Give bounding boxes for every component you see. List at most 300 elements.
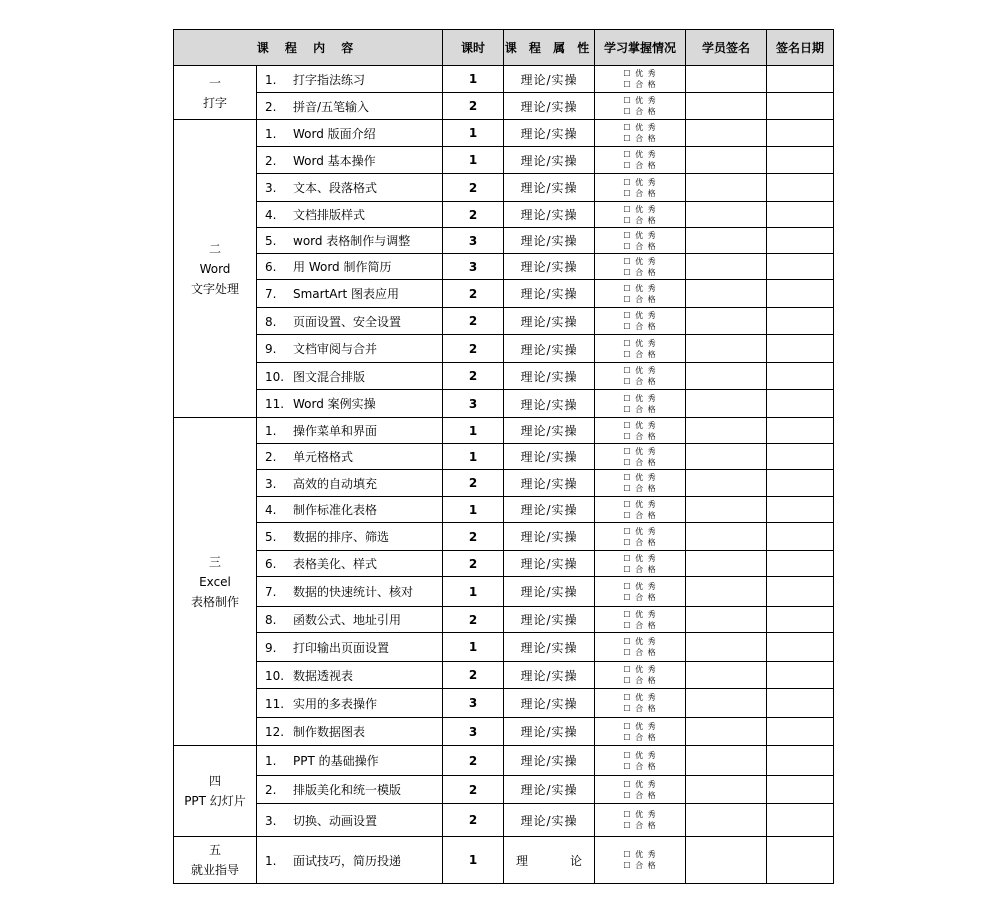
- checkbox-pass[interactable]: ☐ 合 格: [623, 294, 657, 304]
- section-name-line: 表格制作: [190, 594, 239, 609]
- signature-cell[interactable]: [686, 470, 767, 497]
- item-number: 9.: [265, 342, 277, 356]
- section-name-line: 一: [208, 75, 221, 90]
- checkbox-excellent[interactable]: ☐ 优 秀: [623, 96, 657, 105]
- mastery-options: [595, 147, 686, 174]
- mastery-options: [595, 607, 686, 633]
- checkbox-excellent[interactable]: ☐ 优 秀: [623, 553, 657, 563]
- section-name: [174, 837, 257, 884]
- table-row: [174, 363, 834, 390]
- item-type: [504, 837, 595, 884]
- checkbox-pass[interactable]: ☐ 合 格: [623, 215, 657, 225]
- table-row: [174, 228, 834, 254]
- mastery-options: [595, 746, 686, 776]
- item-type: 理论/实操: [504, 418, 595, 444]
- checkbox-excellent[interactable]: ☐ 优 秀: [623, 810, 657, 819]
- signature-cell[interactable]: [686, 120, 767, 147]
- item-title: 切换、动画设置: [293, 813, 378, 828]
- checkbox-pass[interactable]: ☐ 合 格: [623, 484, 657, 493]
- signature-cell[interactable]: [686, 689, 767, 718]
- checkbox-pass[interactable]: ☐ 合 格: [623, 377, 657, 386]
- checkbox-pass[interactable]: ☐ 合 格: [623, 761, 657, 771]
- item-hours: 2: [443, 308, 504, 335]
- checkbox-excellent[interactable]: ☐ 优 秀: [623, 150, 657, 159]
- item-hours: 1: [443, 497, 504, 523]
- signature-cell[interactable]: [686, 633, 767, 662]
- item-hours: 1: [443, 418, 504, 444]
- sign-date-cell[interactable]: [767, 147, 834, 174]
- mastery-options: [595, 633, 686, 662]
- item-title: 页面设置、安全设置: [293, 314, 402, 329]
- checkbox-pass[interactable]: ☐ 合 格: [623, 704, 657, 713]
- signature-cell[interactable]: [686, 363, 767, 390]
- course-item: [257, 390, 443, 418]
- mastery-options: [595, 280, 686, 308]
- item-type: 理论/实操: [504, 607, 595, 633]
- checkbox-pass[interactable]: ☐ 合 格: [623, 267, 657, 277]
- checkbox-excellent[interactable]: ☐ 优 秀: [623, 526, 657, 536]
- checkbox-excellent[interactable]: ☐ 优 秀: [623, 750, 657, 760]
- checkbox-pass[interactable]: ☐ 合 格: [623, 161, 657, 170]
- section-name-line: Word: [199, 261, 231, 276]
- item-number: 6.: [265, 557, 277, 571]
- section-name: [174, 418, 257, 746]
- item-hours: 1: [443, 577, 504, 607]
- item-type: 理论/实操: [504, 254, 595, 280]
- item-title: 文档排版样式: [293, 208, 366, 222]
- item-hours: 3: [443, 390, 504, 418]
- sign-date-cell[interactable]: [767, 363, 834, 390]
- checkbox-excellent[interactable]: ☐ 优 秀: [623, 311, 657, 320]
- checkbox-excellent[interactable]: ☐ 优 秀: [623, 609, 657, 619]
- signature-cell[interactable]: [686, 280, 767, 308]
- course-item: [257, 470, 443, 497]
- checkbox-pass[interactable]: ☐ 合 格: [623, 732, 657, 742]
- item-title: 用 Word 制作简历: [293, 260, 392, 274]
- signature-cell[interactable]: [686, 837, 767, 884]
- mastery-options: [595, 390, 686, 418]
- item-number: 7.: [265, 287, 277, 301]
- course-item: [257, 335, 443, 363]
- signature-cell[interactable]: [686, 551, 767, 577]
- checkbox-pass[interactable]: ☐ 合 格: [623, 431, 657, 441]
- checkbox-pass[interactable]: ☐ 合 格: [623, 241, 657, 251]
- course-item: [257, 93, 443, 120]
- item-hours: 2: [443, 174, 504, 202]
- item-hours: 2: [443, 470, 504, 497]
- course-item: [257, 280, 443, 308]
- checkbox-excellent[interactable]: ☐ 优 秀: [623, 473, 657, 482]
- signature-cell[interactable]: [686, 746, 767, 776]
- sign-date-cell[interactable]: [767, 254, 834, 280]
- signature-cell[interactable]: [686, 662, 767, 689]
- course-item: [257, 228, 443, 254]
- checkbox-excellent[interactable]: ☐ 优 秀: [623, 283, 657, 293]
- sign-date-cell[interactable]: [767, 497, 834, 523]
- checkbox-pass[interactable]: ☐ 合 格: [623, 821, 657, 830]
- item-title: SmartArt 图表应用: [293, 287, 399, 301]
- item-number: 12.: [265, 725, 285, 739]
- checkbox-excellent[interactable]: ☐ 优 秀: [623, 499, 657, 509]
- course-item: [257, 363, 443, 390]
- item-type: 理论/实操: [504, 718, 595, 746]
- item-number: 1.: [265, 754, 277, 768]
- checkbox-excellent[interactable]: ☐ 优 秀: [623, 177, 657, 187]
- item-hours: 2: [443, 202, 504, 228]
- item-hours: 2: [443, 93, 504, 120]
- course-table: [173, 29, 834, 884]
- item-number: 5.: [265, 530, 277, 544]
- item-type: 理论/实操: [504, 470, 595, 497]
- checkbox-excellent[interactable]: ☐ 优 秀: [623, 393, 657, 403]
- course-item: [257, 174, 443, 202]
- mastery-options: [595, 228, 686, 254]
- course-item: [257, 633, 443, 662]
- mastery-options: [595, 174, 686, 202]
- signature-cell[interactable]: [686, 254, 767, 280]
- section-name-line: 五: [208, 843, 221, 857]
- item-number: 10.: [265, 369, 285, 384]
- item-number: 8.: [265, 314, 277, 329]
- course-item: [257, 147, 443, 174]
- header-sign-date: 签名日期: [767, 30, 834, 66]
- mastery-options: [595, 497, 686, 523]
- item-hours: 1: [443, 633, 504, 662]
- table-row: [174, 174, 834, 202]
- item-title: 打字指法练习: [293, 72, 366, 87]
- item-number: 3.: [265, 181, 277, 195]
- table-row: [174, 718, 834, 746]
- signature-cell[interactable]: [686, 147, 767, 174]
- sign-date-cell[interactable]: [767, 390, 834, 418]
- table-row: [174, 308, 834, 335]
- checkbox-pass[interactable]: ☐ 合 格: [623, 790, 657, 800]
- table-row: [174, 444, 834, 470]
- section-name-line: Excel: [199, 574, 231, 589]
- item-hours: 2: [443, 363, 504, 390]
- sign-date-cell[interactable]: [767, 308, 834, 335]
- course-item: [257, 718, 443, 746]
- sign-date-cell[interactable]: [767, 607, 834, 633]
- checkbox-pass[interactable]: ☐ 合 格: [623, 648, 657, 657]
- header-row: [174, 30, 834, 66]
- sign-date-cell[interactable]: [767, 718, 834, 746]
- checkbox-excellent[interactable]: ☐ 优 秀: [623, 230, 657, 240]
- item-hours: 1: [443, 837, 504, 884]
- item-title: 文档审阅与合并: [293, 342, 378, 356]
- item-type: 理论/实操: [504, 363, 595, 390]
- checkbox-excellent[interactable]: ☐ 优 秀: [623, 693, 657, 702]
- mastery-options: [595, 363, 686, 390]
- sign-date-cell[interactable]: [767, 120, 834, 147]
- sign-date-cell[interactable]: [767, 280, 834, 308]
- course-item: [257, 120, 443, 147]
- checkbox-excellent[interactable]: ☐ 优 秀: [623, 69, 657, 78]
- table-row: [174, 776, 834, 804]
- checkbox-pass[interactable]: ☐ 合 格: [623, 537, 657, 547]
- checkbox-pass[interactable]: ☐ 合 格: [623, 188, 657, 198]
- section-name-line: 就业指导: [190, 863, 239, 877]
- course-item: [257, 577, 443, 607]
- sign-date-cell[interactable]: [767, 174, 834, 202]
- checkbox-pass[interactable]: ☐ 合 格: [623, 620, 657, 630]
- item-title: Word 版面介绍: [293, 126, 376, 141]
- item-type: 理论/实操: [504, 335, 595, 363]
- course-item: [257, 66, 443, 93]
- item-hours: 3: [443, 718, 504, 746]
- checkbox-pass[interactable]: ☐ 合 格: [623, 564, 657, 574]
- signature-cell[interactable]: [686, 804, 767, 837]
- checkbox-excellent[interactable]: ☐ 优 秀: [623, 338, 657, 348]
- item-type: 理论/实操: [504, 523, 595, 551]
- item-number: 2.: [265, 99, 277, 114]
- item-title: 数据的排序、筛选: [293, 530, 390, 544]
- checkbox-excellent[interactable]: ☐ 优 秀: [623, 420, 657, 430]
- table-row: [174, 837, 834, 884]
- item-hours: 2: [443, 607, 504, 633]
- sign-date-cell[interactable]: [767, 202, 834, 228]
- sign-date-cell[interactable]: [767, 689, 834, 718]
- checkbox-excellent[interactable]: ☐ 优 秀: [623, 581, 657, 591]
- mastery-options: [595, 66, 686, 93]
- item-type: 理论/实操: [504, 746, 595, 776]
- table-row: [174, 120, 834, 147]
- mastery-options: [595, 308, 686, 335]
- signature-cell[interactable]: [686, 718, 767, 746]
- item-number: 1.: [265, 853, 277, 868]
- course-item: [257, 254, 443, 280]
- signature-cell[interactable]: [686, 444, 767, 470]
- item-number: 8.: [265, 613, 277, 627]
- item-title: 打印输出页面设置: [293, 640, 390, 655]
- item-title: Word 基本操作: [293, 153, 376, 168]
- item-hours: 3: [443, 254, 504, 280]
- item-type: 理论/实操: [504, 662, 595, 689]
- sign-date-cell[interactable]: [767, 577, 834, 607]
- mastery-options: [595, 254, 686, 280]
- table-row: [174, 390, 834, 418]
- checkbox-pass[interactable]: ☐ 合 格: [623, 676, 657, 685]
- table-row: [174, 93, 834, 120]
- signature-cell[interactable]: [686, 607, 767, 633]
- checkbox-excellent[interactable]: ☐ 优 秀: [623, 446, 657, 456]
- course-item: [257, 308, 443, 335]
- table-row: [174, 66, 834, 93]
- checkbox-pass[interactable]: ☐ 合 格: [623, 80, 657, 89]
- sign-date-cell[interactable]: [767, 837, 834, 884]
- sign-date-cell[interactable]: [767, 804, 834, 837]
- item-title: 制作标准化表格: [293, 503, 378, 517]
- signature-cell[interactable]: [686, 308, 767, 335]
- checkbox-excellent[interactable]: ☐ 优 秀: [623, 779, 657, 789]
- item-title: 实用的多表操作: [293, 696, 378, 711]
- header-content: 课 程 内 容: [174, 30, 443, 66]
- table-row: [174, 746, 834, 776]
- item-number: 11.: [265, 397, 285, 411]
- mastery-options: [595, 120, 686, 147]
- item-title: 操作菜单和界面: [293, 424, 378, 438]
- item-type: 理论/实操: [504, 202, 595, 228]
- course-item: [257, 776, 443, 804]
- mastery-options: [595, 523, 686, 551]
- signature-cell[interactable]: [686, 228, 767, 254]
- course-item: [257, 662, 443, 689]
- mastery-options: [595, 418, 686, 444]
- signature-cell[interactable]: [686, 418, 767, 444]
- item-number: 3.: [265, 476, 277, 491]
- course-item: [257, 689, 443, 718]
- sign-date-cell[interactable]: [767, 523, 834, 551]
- item-title: 文本、段落格式: [293, 181, 378, 195]
- item-number: 2.: [265, 450, 277, 464]
- checkbox-excellent[interactable]: ☐ 优 秀: [623, 637, 657, 646]
- signature-cell[interactable]: [686, 202, 767, 228]
- item-type: 理论/实操: [504, 804, 595, 837]
- item-type: 理论/实操: [504, 551, 595, 577]
- sign-date-cell[interactable]: [767, 66, 834, 93]
- sign-date-cell[interactable]: [767, 551, 834, 577]
- checkbox-pass[interactable]: ☐ 合 格: [623, 134, 657, 143]
- signature-cell[interactable]: [686, 93, 767, 120]
- item-number: 1.: [265, 72, 277, 87]
- item-type-part: 理: [516, 853, 529, 868]
- course-item: [257, 746, 443, 776]
- item-type: 理论/实操: [504, 776, 595, 804]
- table-row: [174, 689, 834, 718]
- header-mastery: 学习掌握情况: [595, 30, 686, 66]
- checkbox-pass[interactable]: ☐ 合 格: [623, 510, 657, 520]
- table-row: [174, 607, 834, 633]
- section-name-line: 三: [208, 554, 221, 569]
- item-number: 1.: [265, 424, 277, 438]
- sign-date-cell[interactable]: [767, 746, 834, 776]
- checkbox-pass[interactable]: ☐ 合 格: [623, 861, 657, 870]
- table-row: [174, 577, 834, 607]
- item-type: 理论/实操: [504, 577, 595, 607]
- item-number: 11.: [265, 696, 285, 711]
- signature-cell[interactable]: [686, 776, 767, 804]
- item-title: word 表格制作与调整: [293, 234, 411, 248]
- section-name-line: PPT 幻灯片: [184, 794, 246, 808]
- item-type: 理论/实操: [504, 147, 595, 174]
- checkbox-excellent[interactable]: ☐ 优 秀: [623, 366, 657, 375]
- item-hours: 2: [443, 280, 504, 308]
- checkbox-pass[interactable]: ☐ 合 格: [623, 592, 657, 602]
- item-number: 5.: [265, 234, 277, 248]
- section-name-line: 二: [208, 241, 221, 256]
- course-item: [257, 837, 443, 884]
- section-name: [174, 66, 257, 120]
- sign-date-cell[interactable]: [767, 662, 834, 689]
- table-row: [174, 280, 834, 308]
- checkbox-pass[interactable]: ☐ 合 格: [623, 322, 657, 331]
- table-row: [174, 551, 834, 577]
- table-row: [174, 470, 834, 497]
- checkbox-excellent[interactable]: ☐ 优 秀: [623, 850, 657, 859]
- section-name-line: 四: [208, 774, 221, 788]
- item-type: 理论/实操: [504, 120, 595, 147]
- course-item: [257, 804, 443, 837]
- sign-date-cell[interactable]: [767, 228, 834, 254]
- mastery-options: [595, 551, 686, 577]
- checkbox-pass[interactable]: ☐ 合 格: [623, 349, 657, 359]
- sign-date-cell[interactable]: [767, 335, 834, 363]
- table-row: [174, 804, 834, 837]
- mastery-options: [595, 718, 686, 746]
- sign-date-cell[interactable]: [767, 776, 834, 804]
- section-name-line: 打字: [202, 95, 227, 110]
- mastery-options: [595, 837, 686, 884]
- sign-date-cell[interactable]: [767, 470, 834, 497]
- item-title: 拼音/五笔输入: [293, 99, 370, 114]
- signature-cell[interactable]: [686, 497, 767, 523]
- sign-date-cell[interactable]: [767, 418, 834, 444]
- table-row: [174, 335, 834, 363]
- table-row: [174, 202, 834, 228]
- checkbox-excellent[interactable]: ☐ 优 秀: [623, 123, 657, 132]
- checkbox-excellent[interactable]: ☐ 优 秀: [623, 721, 657, 731]
- item-hours: 3: [443, 228, 504, 254]
- item-title: 表格美化、样式: [293, 557, 378, 571]
- section-name-line: 文字处理: [190, 281, 239, 296]
- table-row: [174, 254, 834, 280]
- item-type: 理论/实操: [504, 93, 595, 120]
- item-title: 数据的快速统计、核对: [293, 585, 414, 599]
- signature-cell[interactable]: [686, 523, 767, 551]
- item-type: 理论/实操: [504, 390, 595, 418]
- mastery-options: [595, 689, 686, 718]
- item-title: 单元格格式: [293, 450, 354, 464]
- signature-cell[interactable]: [686, 390, 767, 418]
- signature-cell[interactable]: [686, 174, 767, 202]
- item-title: 函数公式、地址引用: [293, 613, 402, 627]
- sign-date-cell[interactable]: [767, 633, 834, 662]
- item-number: 4.: [265, 208, 277, 222]
- sign-date-cell[interactable]: [767, 444, 834, 470]
- item-title: 面试技巧，简历投递: [293, 853, 402, 868]
- mastery-options: [595, 470, 686, 497]
- mastery-options: [595, 444, 686, 470]
- checkbox-pass[interactable]: ☐ 合 格: [623, 404, 657, 414]
- mastery-options: [595, 93, 686, 120]
- checkbox-pass[interactable]: ☐ 合 格: [623, 107, 657, 116]
- item-hours: 2: [443, 804, 504, 837]
- item-number: 9.: [265, 640, 277, 655]
- item-number: 10.: [265, 668, 285, 683]
- table-row: [174, 523, 834, 551]
- signature-cell[interactable]: [686, 335, 767, 363]
- mastery-options: [595, 776, 686, 804]
- sign-date-cell[interactable]: [767, 93, 834, 120]
- item-hours: 2: [443, 523, 504, 551]
- item-type: 理论/实操: [504, 174, 595, 202]
- header-hours: 课时: [443, 30, 504, 66]
- header-type: 课 程 属 性: [504, 30, 595, 66]
- checkbox-excellent[interactable]: ☐ 优 秀: [623, 256, 657, 266]
- checkbox-excellent[interactable]: ☐ 优 秀: [623, 665, 657, 674]
- checkbox-excellent[interactable]: ☐ 优 秀: [623, 204, 657, 214]
- signature-cell[interactable]: [686, 66, 767, 93]
- checkbox-pass[interactable]: ☐ 合 格: [623, 457, 657, 467]
- course-item: [257, 497, 443, 523]
- item-hours: 2: [443, 776, 504, 804]
- signature-cell[interactable]: [686, 577, 767, 607]
- item-hours: 2: [443, 746, 504, 776]
- table-row: [174, 497, 834, 523]
- table-row: [174, 633, 834, 662]
- item-title: 图文混合排版: [293, 369, 366, 384]
- item-number: 4.: [265, 503, 277, 517]
